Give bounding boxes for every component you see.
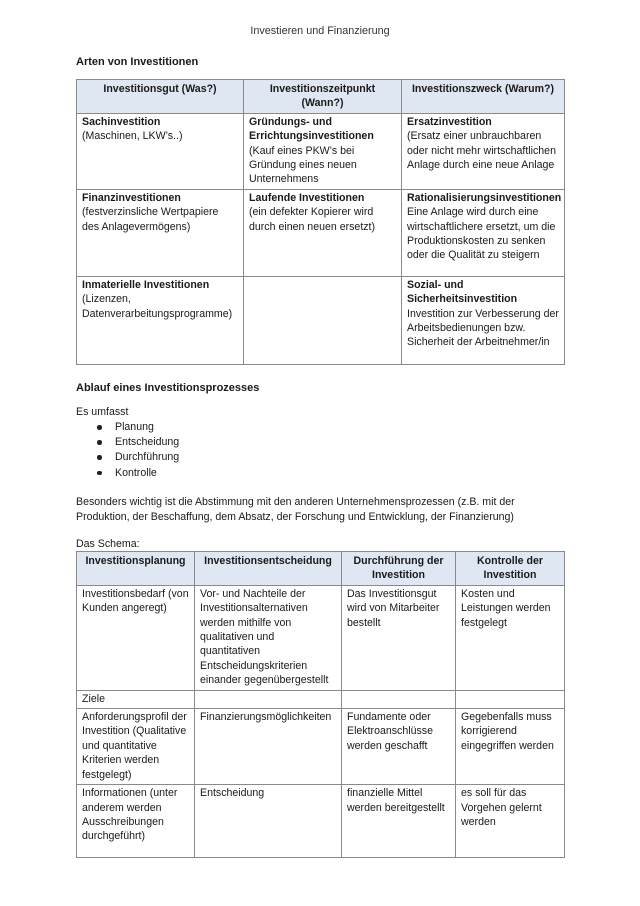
bullet-icon	[97, 440, 102, 445]
table-cell	[456, 690, 565, 708]
table-cell	[195, 690, 342, 708]
paragraph: Besonders wichtig ist die Abstimmung mit den anderen Unternehmensprozessen (z.B. mit der Produktion, der Beschaffung, dem Absatz, der Forschung und Entwicklung, der Finanzierung)	[76, 496, 515, 523]
column-header: Durchführung der Investition	[342, 552, 456, 586]
table-cell: Fundamente oder Elektroanschlüsse werden geschafft	[342, 709, 456, 785]
cell-title: Sachinvestition	[82, 115, 161, 128]
table-cell	[342, 690, 456, 708]
table-cell	[402, 113, 565, 189]
investment-types-table	[76, 79, 565, 365]
cell-title: Ersatzinvestition	[407, 115, 492, 128]
table-cell: Entscheidung	[195, 785, 342, 858]
section-title-ablauf: Ablauf eines Investitionsprozesses	[76, 382, 260, 394]
table-cell	[402, 189, 565, 276]
table-cell	[77, 189, 244, 276]
list-item	[92, 450, 179, 465]
table-row	[77, 709, 565, 785]
column-header: Investitionszeitpunkt (Wann?)	[244, 80, 402, 114]
table-row	[77, 276, 565, 364]
list-item	[92, 435, 179, 450]
table-cell: Gegebenfalls muss korrigierend eingegriffen werden	[456, 709, 565, 785]
schema-label: Das Schema:	[76, 538, 140, 550]
table-cell: Kosten und Leistungen werden festgelegt	[456, 585, 565, 690]
column-header: Investitionsgut (Was?)	[77, 80, 244, 114]
table-header-row	[77, 552, 565, 586]
table-row	[77, 585, 565, 690]
cell-title: Finanzinvestitionen	[82, 191, 181, 204]
column-header: Kontrolle der Investition	[456, 552, 565, 586]
bullet-icon	[97, 455, 102, 460]
table-cell	[244, 276, 402, 364]
page-header: Investieren und Finanzierung	[250, 25, 390, 37]
cell-title: Sozial- und Sicherheitsinvestition	[407, 278, 518, 306]
cell-text: (Ersatz einer unbrauchbaren oder nicht mehr wirtschaftlichen Anlage durch eine neue Anlage	[407, 130, 556, 172]
cell-title: Gründungs- und Errichtungsinvestitionen	[249, 115, 374, 143]
table-cell: Anforderungsprofil der Investition (Qualitative und quantitative Kriterien werden festgelegt)	[77, 709, 195, 785]
bullet-icon	[97, 471, 102, 476]
list-item	[92, 420, 179, 435]
table-cell: finanzielle Mittel werden bereitgestellt	[342, 785, 456, 858]
table-header-row	[77, 80, 565, 114]
cell-text: (ein defekter Kopierer wird durch einen neuen ersetzt)	[249, 206, 376, 233]
table-row	[77, 113, 565, 189]
table-cell: Investitionsbedarf (von Kunden angeregt)	[77, 585, 195, 690]
cell-text: (Maschinen, LKW’s..)	[82, 130, 183, 143]
column-header: Investitionszweck (Warum?)	[402, 80, 565, 114]
table-cell	[402, 276, 565, 364]
column-header: Investitionsplanung	[77, 552, 195, 586]
list-item	[92, 466, 179, 481]
table-cell: es soll für das Vorgehen gelernt werden	[456, 785, 565, 858]
process-steps-list	[92, 420, 179, 481]
list-item-label: Entscheidung	[115, 436, 180, 449]
table-row	[77, 690, 565, 708]
cell-title: Laufende Investitionen	[249, 191, 365, 204]
investment-process-schema-table	[76, 551, 565, 858]
cell-text: (Lizenzen, Datenverarbeitungsprogramme)	[82, 293, 233, 320]
table-cell	[244, 189, 402, 276]
column-header: Investitionsentscheidung	[195, 552, 342, 586]
table-cell: Das Investitionsgut wird von Mitarbeiter bestellt	[342, 585, 456, 690]
cell-text: (Kauf eines PKW’s bei Gründung eines neuen Unternehmens	[249, 144, 357, 186]
table-cell: Finanzierungsmöglichkeiten	[195, 709, 342, 785]
intro-text: Es umfasst	[76, 406, 129, 418]
cell-text: Investition zur Verbesserung der Arbeitsbedienungen bzw. Sicherheit der Arbeitnehmer/in	[407, 307, 559, 349]
table-cell	[77, 113, 244, 189]
cell-title: Rationalisierungsinvestitionen	[407, 191, 562, 204]
table-cell: Vor- und Nachteile der Investitionsalternativen werden mithilfe von qualitativen und quantitativen Entscheidungskriterien einander gegenübergestellt	[195, 585, 342, 690]
list-item-label: Kontrolle	[115, 466, 157, 479]
list-item-label: Durchführung	[115, 451, 180, 464]
table-cell	[77, 276, 244, 364]
cell-text: Eine Anlage wird durch eine wirtschaftlichere ersetzt, um die Produktionskosten zu senken oder die Qualität zu steigern	[407, 206, 556, 262]
table-cell	[244, 113, 402, 189]
table-row	[77, 189, 565, 276]
table-cell: Informationen (unter anderem werden Ausschreibungen durchgeführt)	[77, 785, 195, 858]
cell-text: (festverzinsliche Wertpapiere des Anlagevermögens)	[82, 206, 219, 233]
list-item-label: Planung	[115, 421, 154, 433]
table-row	[77, 785, 565, 858]
bullet-icon	[97, 425, 102, 430]
table-cell: Ziele	[77, 690, 195, 708]
cell-title: Inmaterielle Investitionen	[82, 278, 210, 291]
section-title-arten: Arten von Investitionen	[76, 56, 199, 68]
